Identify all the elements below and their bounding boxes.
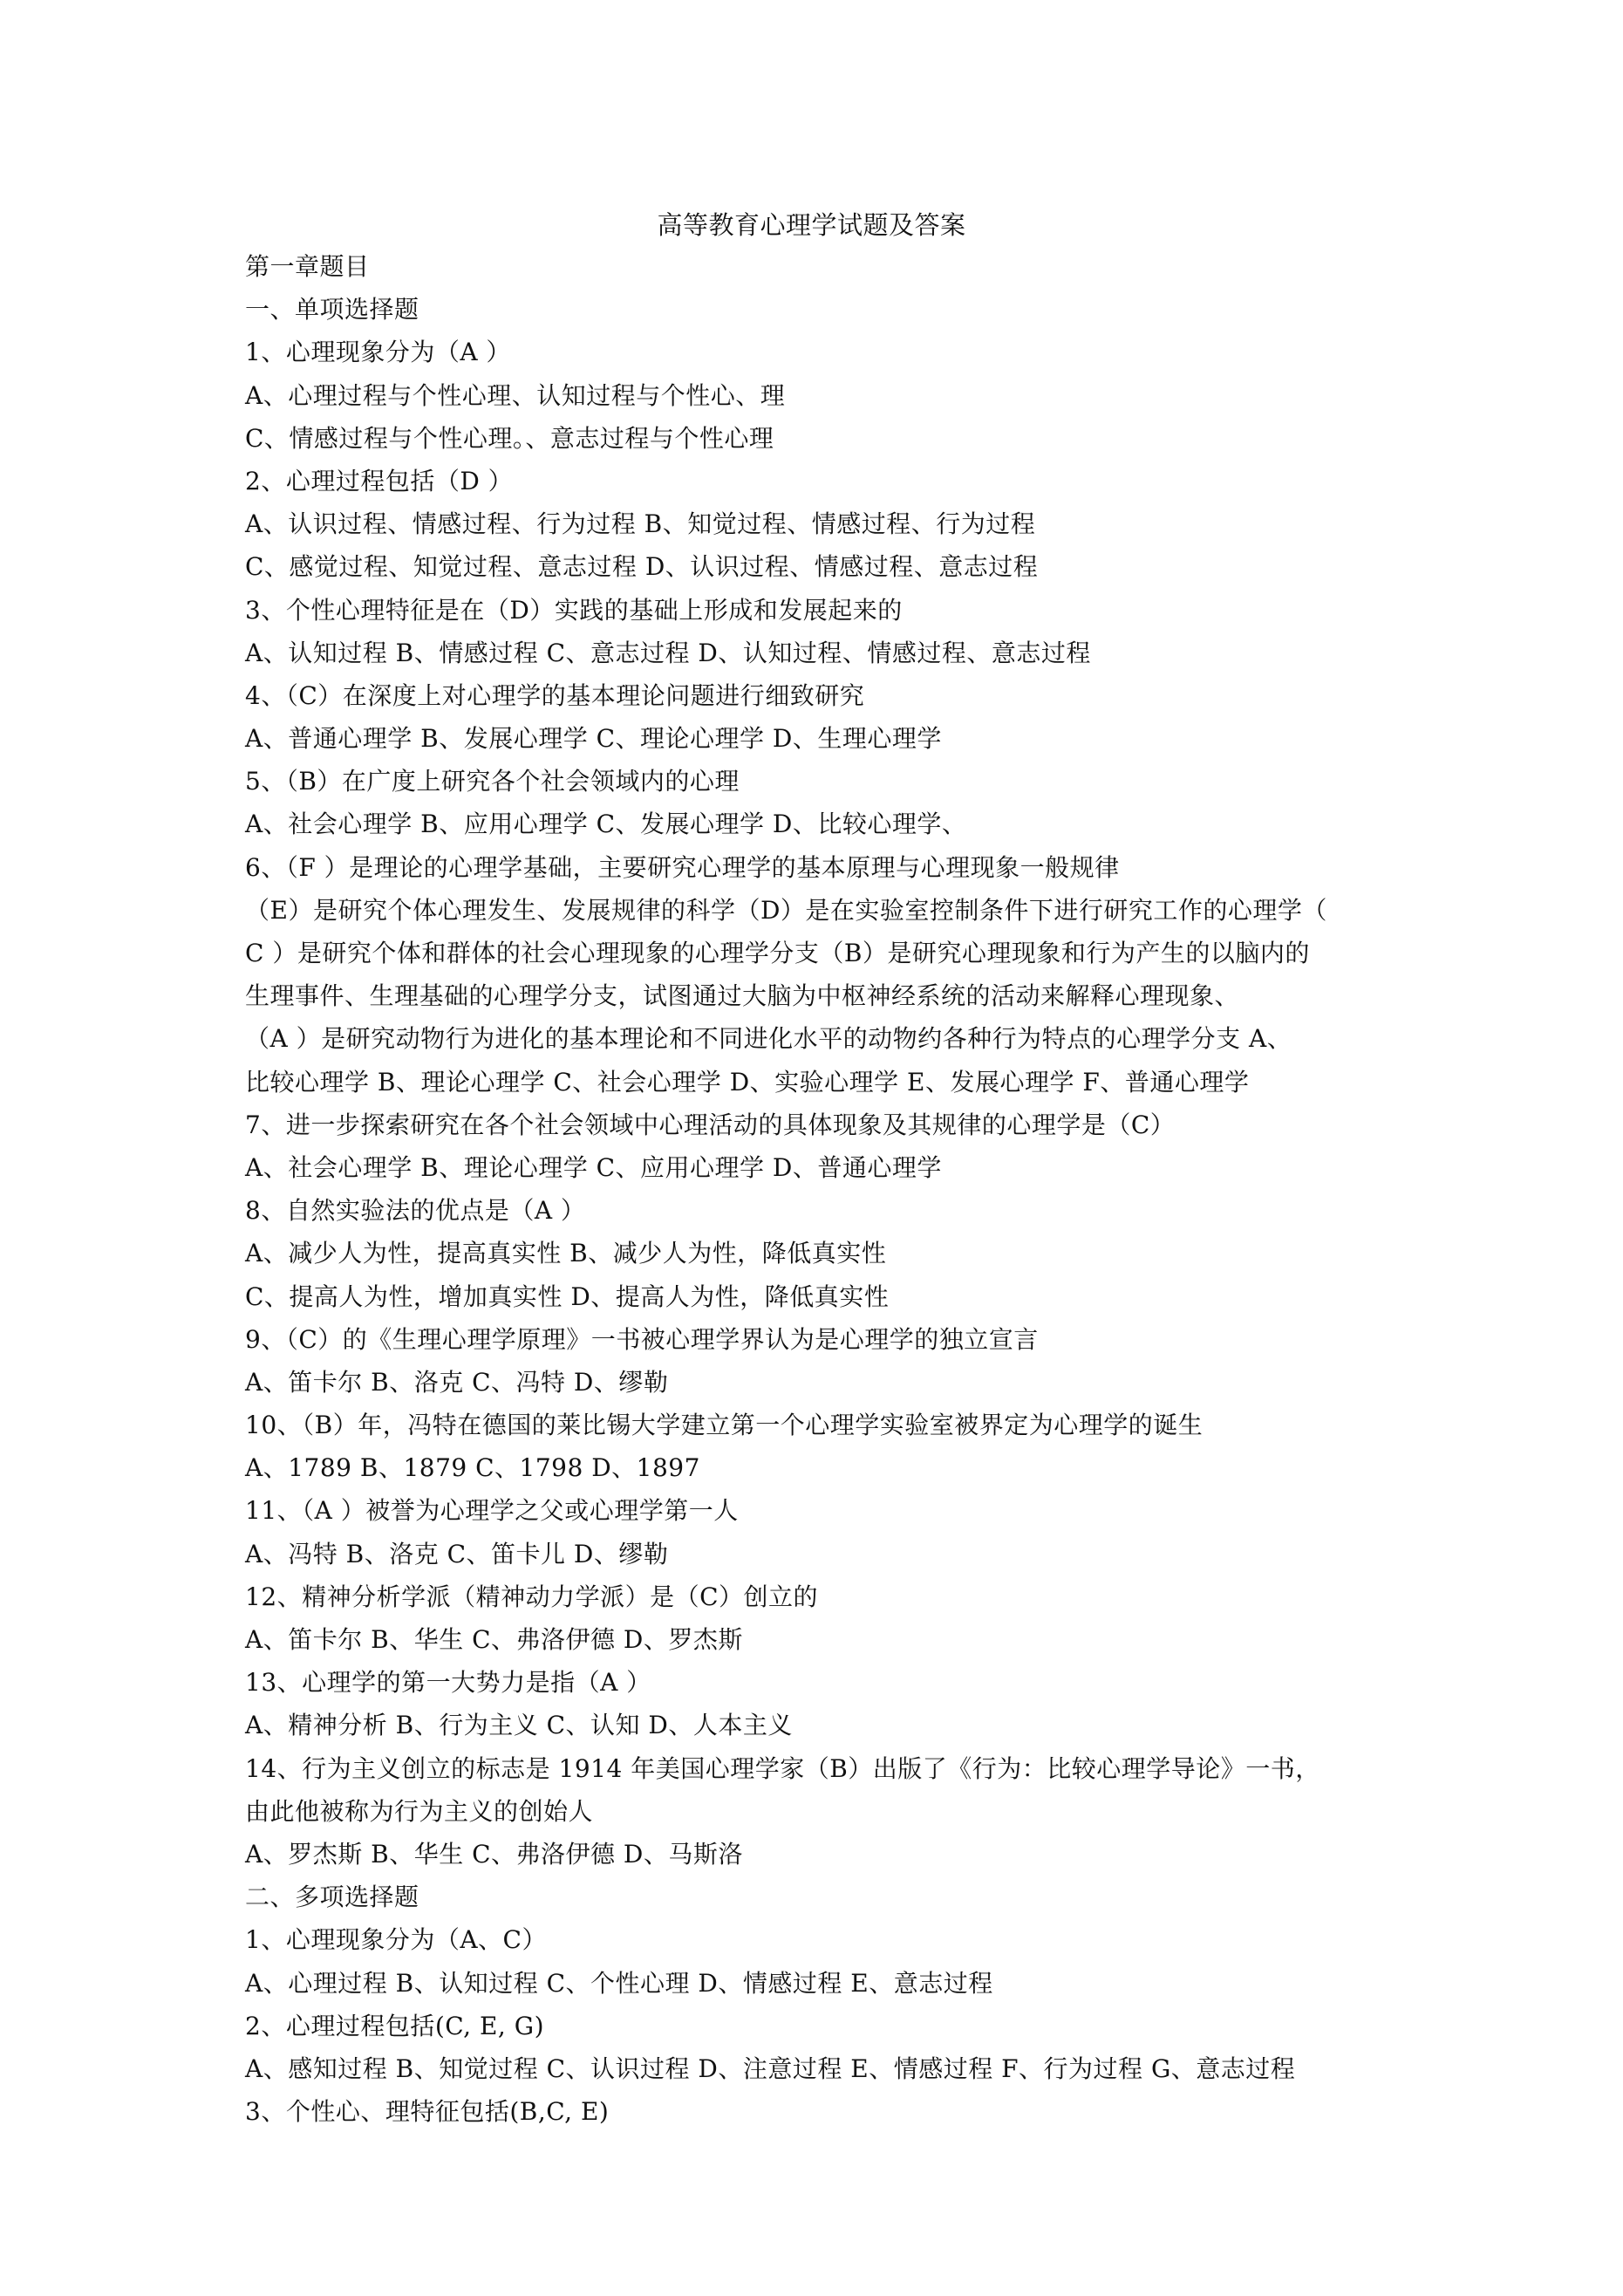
text-line: 5、（B）在广度上研究各个社会领域内的心理 (245, 767, 740, 796)
text-line: A、心理过程与个性心理、认知过程与个性心、理 (245, 380, 786, 410)
text-line: A、减少人为性，提高真实性 B、减少人为性，降低真实性 (245, 1239, 887, 1268)
text-line: 13、心理学的第一大势力是指（A ） (245, 1668, 651, 1698)
text-line: A、笛卡尔 B、华生 C、弗洛伊德 D、罗杰斯 (245, 1625, 743, 1654)
text-line: A、笛卡尔 B、洛克 C、冯特 D、缪勒 (245, 1367, 669, 1397)
text-line: 14、行为主义创立的标志是 1914 年美国心理学家（B）出版了《行为：比较心理学导论》一书， (245, 1753, 1320, 1783)
text-line: A、认识过程、情感过程、行为过程 B、知觉过程、情感过程、行为过程 (245, 509, 1036, 539)
text-line: C ）是研究个体和群体的社会心理现象的心理学分支（B）是研究心理现象和行为产生的以脑内的 (245, 939, 1310, 967)
text-line: 2、心理过程包括（D ） (245, 466, 514, 495)
text-line: A、罗杰斯 B、华生 C、弗洛伊德 D、马斯洛 (245, 1839, 743, 1869)
text-line: （E）是研究个体心理发生、发展规律的科学（D）是在实验室控制条件下进行研究工作的心理学（ (245, 895, 1327, 925)
text-line: 生理事件、生理基础的心理学分支，试图通过大脑为中枢神经系统的活动来解释心理现象、 (245, 981, 1240, 1011)
text-line: A、感知过程 B、知觉过程 C、认识过程 D、注意过程 E、情感过程 F、行为过程 G、意志过程 (245, 2053, 1296, 2083)
text-line: 10、（B）年，冯特在德国的莱比锡大学建立第一个心理学实验室被界定为心理学的诞生 (245, 1411, 1204, 1440)
text-line: A、心理过程 B、认知过程 C、个性心理 D、情感过程 E、意志过程 (245, 1968, 993, 1998)
text-line: 1、心理现象分为（A、C） (245, 1925, 547, 1955)
text-line: 6、（F ）是理论的心理学基础，主要研究心理学的基本原理与心理现象一般规律 (245, 852, 1120, 882)
text-line: A、认知过程 B、情感过程 C、意志过程 D、认知过程、情感过程、意志过程 (245, 638, 1091, 667)
text-line: 7、进一步探索研究在各个社会领域中心理活动的具体现象及其规律的心理学是（C） (245, 1110, 1176, 1139)
text-line: 由此他被称为行为主义的创始人 (245, 1796, 594, 1826)
text-line: 3、个性心、理特征包括(B,C, E) (245, 2097, 610, 2127)
text-line: 二、多项选择题 (245, 1883, 419, 1912)
text-line: 8、自然实验法的优点是（A ） (245, 1196, 586, 1226)
text-line: 11、（A ）被誉为心理学之父或心理学第一人 (245, 1496, 739, 1526)
document-title: 高等教育心理学试题及答案 (657, 210, 966, 240)
text-line: A、冯特 B、洛克 C、笛卡儿 D、缪勒 (245, 1539, 669, 1568)
text-line: A、社会心理学 B、理论心理学 C、应用心理学 D、普通心理学 (245, 1152, 942, 1182)
text-line: 4、（C）在深度上对心理学的基本理论问题进行细致研究 (245, 680, 865, 710)
text-line: 2、心理过程包括(C, E, G) (245, 2011, 544, 2040)
text-line: C、提高人为性，增加真实性 D、提高人为性，降低真实性 (245, 1281, 890, 1311)
text-line: A、1789 B、1879 C、1798 D、1897 (245, 1453, 700, 1483)
text-line: A、社会心理学 B、应用心理学 C、发展心理学 D、比较心理学、 (245, 810, 967, 839)
text-line: 第一章题目 (245, 252, 370, 281)
document-body (245, 245, 1405, 2133)
text-line: 3、个性心理特征是在（D）实践的基础上形成和发展起来的 (245, 595, 903, 625)
text-line: 1、心理现象分为（A ） (245, 338, 511, 367)
text-line: A、普通心理学 B、发展心理学 C、理论心理学 D、生理心理学 (245, 724, 942, 754)
text-line: 9、（C）的《生理心理学原理》一书被心理学界认为是心理学的独立宣言 (245, 1324, 1039, 1354)
text-line: C、感觉过程、知觉过程、意志过程 D、认识过程、情感过程、意志过程 (245, 552, 1039, 582)
text-line: A、精神分析 B、行为主义 C、认知 D、人本主义 (245, 1711, 793, 1740)
text-line: 一、单项选择题 (245, 295, 419, 325)
text-line: 12、精神分析学派（精神动力学派）是（C）创立的 (245, 1582, 819, 1611)
text-line: C、情感过程与个性心理。、意志过程与个性心理 (245, 423, 774, 453)
text-line: （A ）是研究动物行为进化的基本理论和不同进化水平的动物约各种行为特点的心理学分支 A、 (245, 1024, 1292, 1054)
text-line: 比较心理学 B、理论心理学 C、社会心理学 D、实验心理学 E、发展心理学 F、普通心理学 (245, 1067, 1250, 1097)
